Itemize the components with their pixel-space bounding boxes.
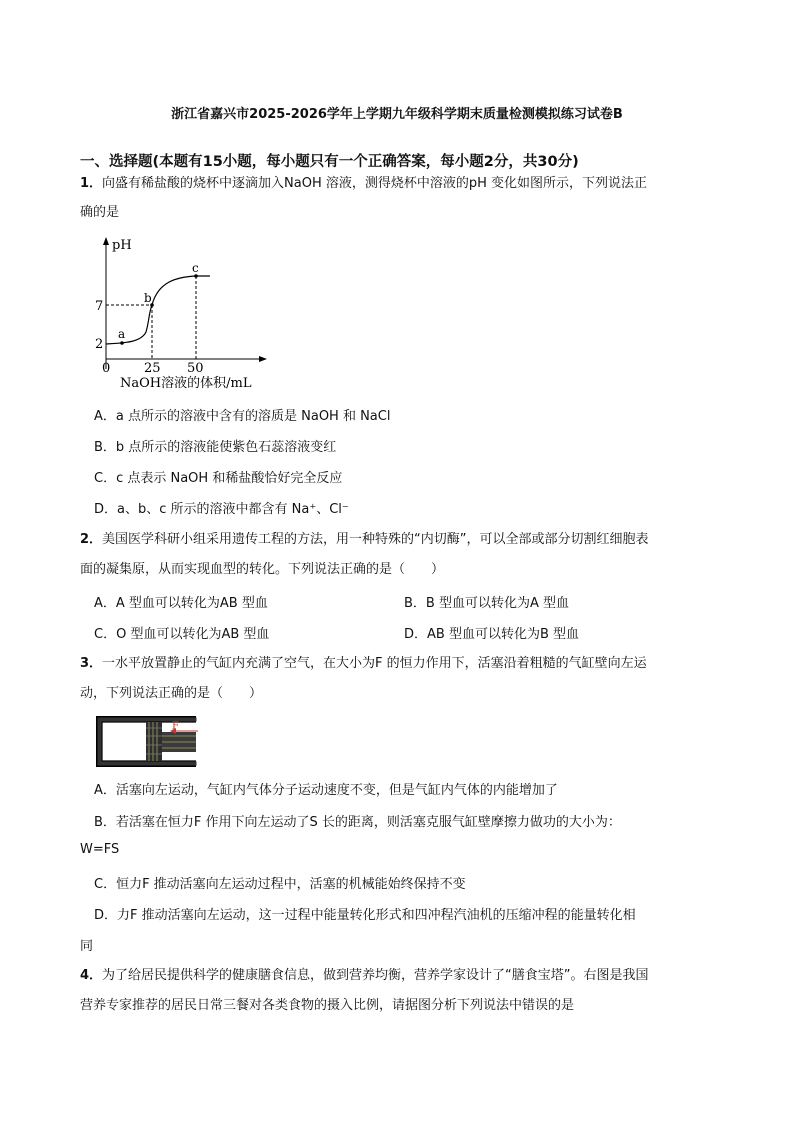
q3-option-d: D．力F 推动活塞向左运动，这一过程中能量转化形式和四冲程汽油机的压缩冲程的能量转化相: [94, 908, 636, 923]
q3-stem-line1: [80, 652, 647, 676]
y-tick-2: 2: [95, 337, 104, 352]
q4-stem-line2: 营养专家推荐的居民日常三餐对各类食物的摄入比例，请据图分析下列说法中错误的是: [80, 998, 575, 1013]
q3-option-c: C．恒力F 推动活塞向左运动过程中，活塞的机械能始终保持不变: [94, 877, 466, 892]
point-c-label: c: [192, 261, 199, 275]
q3-option-b-continued: W=FS: [80, 842, 120, 857]
q4-stem-text: 为了给居民提供科学的健康膳食信息，做到营养均衡，营养学家设计了“膳食宝塔”。右图是我国: [102, 968, 649, 983]
q1-stem-text: 向盛有稀盐酸的烧杯中逐滴加入NaOH 溶液，测得烧杯中溶液的pH 变化如图所示，下列说法正: [102, 176, 648, 191]
cylinder-diagram: [96, 716, 202, 768]
q2-stem-line2: 面的凝集原，从而实现血型的转化。下列说法正确的是（ ）: [80, 562, 445, 577]
q2-option-d: D．AB 型血可以转化为B 型血: [404, 627, 580, 642]
q3-stem-line2: 动，下列说法正确的是（ ）: [80, 686, 263, 701]
q1-stem-line1: [80, 172, 647, 196]
x-tick-25: 25: [144, 361, 161, 376]
q3-option-b: B．若活塞在恒力F 作用下向左运动了S 长的距离，则活塞克服气缸壁摩擦力做功的大小为：: [94, 815, 621, 830]
piston: [146, 722, 196, 761]
chart-axes: [103, 237, 267, 369]
x-axis-label: NaOH溶液的体积/mL: [120, 376, 252, 391]
q1-option-d: D．a、b、c 所示的溶液中都含有 Na⁺、Cl⁻: [94, 502, 349, 517]
q1-number: 1．: [80, 176, 103, 191]
q2-stem-line1: [80, 528, 649, 552]
q1-stem-line2: 确的是: [80, 205, 120, 220]
q2-option-a: A．A 型血可以转化为AB 型血: [94, 596, 268, 611]
ph-chart: [86, 232, 276, 392]
q1-option-a: A．a 点所示的溶液中含有的溶质是 NaOH 和 NaCl: [94, 409, 391, 424]
q1-option-c: C．c 点表示 NaOH 和稀盐酸恰好完全反应: [94, 471, 343, 486]
q2-option-b: B．B 型血可以转化为A 型血: [404, 596, 569, 611]
force-label: F: [172, 721, 179, 732]
q4-stem-line1: [80, 964, 649, 988]
q1-option-b: B．b 点所示的溶液能使紫色石蕊溶液变红: [94, 440, 337, 455]
x-tick-0: 0: [102, 361, 111, 376]
q3-option-a: A．活塞向左运动，气缸内气体分子运动速度不变，但是气缸内气体的内能增加了: [94, 783, 558, 798]
point-b-label: b: [144, 291, 152, 305]
q3-option-d-continued: 同: [80, 939, 94, 954]
section-heading: 一、选择题(本题有15小题，每小题只有一个正确答案，每小题2分，共30分): [80, 154, 579, 170]
point-a: [120, 341, 124, 345]
q2-number: 2．: [80, 532, 103, 547]
q3-stem-text: 一水平放置静止的气缸内充满了空气，在大小为F 的恒力作用下，活塞沿着粗糙的气缸壁向左运: [102, 656, 647, 671]
q3-number: 3．: [80, 656, 103, 671]
q4-number: 4．: [80, 968, 103, 983]
q2-stem-text: 美国医学科研小组采用遗传工程的方法，用一种特殊的“内切酶”，可以全部或部分切割红细胞表: [102, 532, 649, 547]
y-axis-label: pH: [112, 238, 132, 253]
point-a-label: a: [118, 327, 126, 341]
page-title: 浙江省嘉兴市2025-2026学年上学期九年级科学期末质量检测模拟练习试卷B: [171, 107, 623, 122]
q2-option-c: C．O 型血可以转化为AB 型血: [94, 627, 270, 642]
x-tick-50: 50: [187, 361, 204, 376]
y-tick-7: 7: [95, 299, 104, 314]
